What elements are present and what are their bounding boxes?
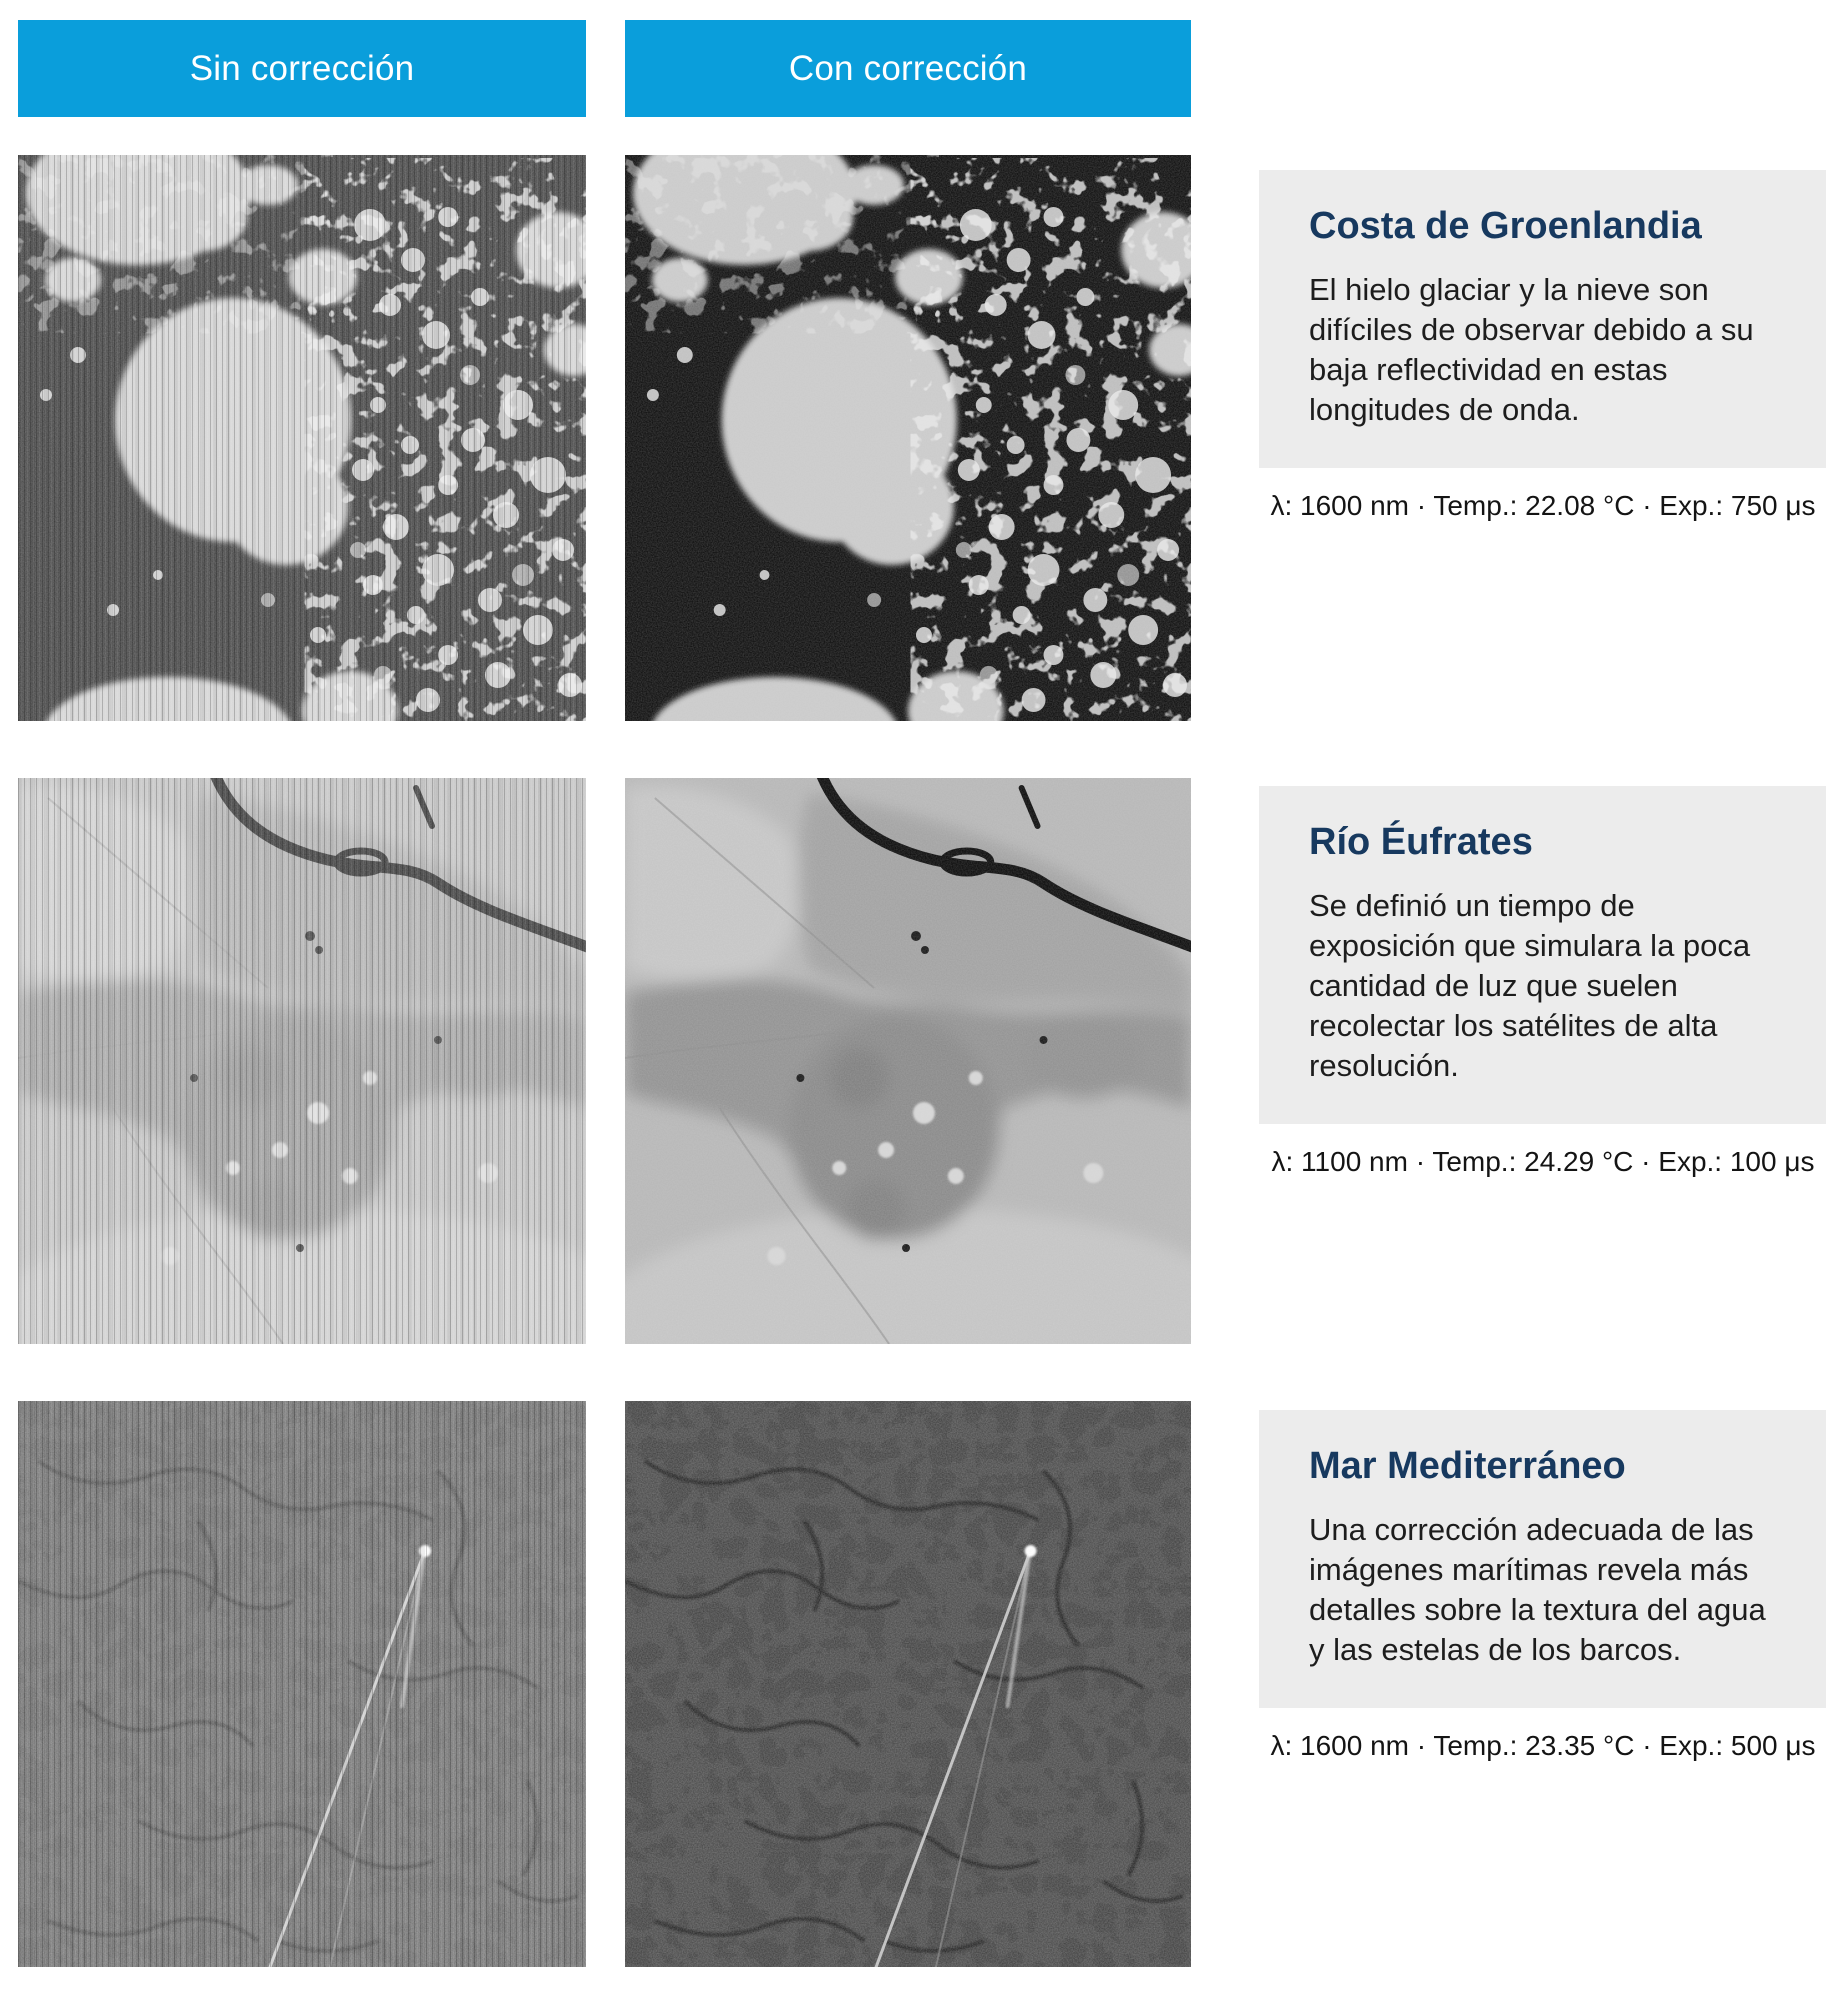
card-title-groenlandia: Costa de Groenlandia — [1309, 205, 1702, 247]
card-metadata-eufrates: λ: 1100 nm · Temp.: 24.29 °C · Exp.: 100 μs — [1271, 1145, 1815, 1177]
column-header-sin-correccion: Sin corrección — [18, 20, 586, 117]
column-header-con-correccion: Con corrección — [625, 20, 1191, 117]
info-panel — [1259, 786, 1826, 1124]
image-eufrates-con-correccion — [625, 778, 1191, 1344]
image-mediterraneo-sin-correccion — [18, 1401, 586, 1967]
image-groenlandia-sin-correccion — [18, 155, 586, 721]
image-eufrates-sin-correccion — [18, 778, 586, 1344]
info-panel — [1259, 170, 1826, 468]
image-mediterraneo-con-correccion — [625, 1401, 1191, 1967]
card-description-mediterraneo: Una corrección adecuada de las imágenes marítimas revela más detalles sobre la textura del agua y las estelas de los barcos. — [1309, 1511, 1766, 1667]
info-card-groenlandia — [1259, 170, 1826, 522]
card-metadata-groenlandia: λ: 1600 nm · Temp.: 22.08 °C · Exp.: 750 μs — [1270, 489, 1816, 521]
card-metadata-mediterraneo: λ: 1600 nm · Temp.: 23.35 °C · Exp.: 500 μs — [1270, 1729, 1816, 1761]
card-description-groenlandia: El hielo glaciar y la nieve son difíciles de observar debido a su baja reflectividad en estas longitudes de onda. — [1309, 271, 1754, 427]
info-panel — [1259, 1410, 1826, 1708]
card-description-eufrates: Se definió un tiempo de exposición que simulara la poca cantidad de luz que suelen recolectar los satélites de alta resolución. — [1309, 887, 1751, 1083]
image-groenlandia-con-correccion — [625, 155, 1191, 721]
info-card-eufrates — [1259, 786, 1826, 1178]
info-card-mediterraneo — [1259, 1410, 1826, 1762]
card-title-mediterraneo: Mar Mediterráneo — [1309, 1445, 1626, 1487]
card-title-eufrates: Río Éufrates — [1309, 821, 1533, 863]
